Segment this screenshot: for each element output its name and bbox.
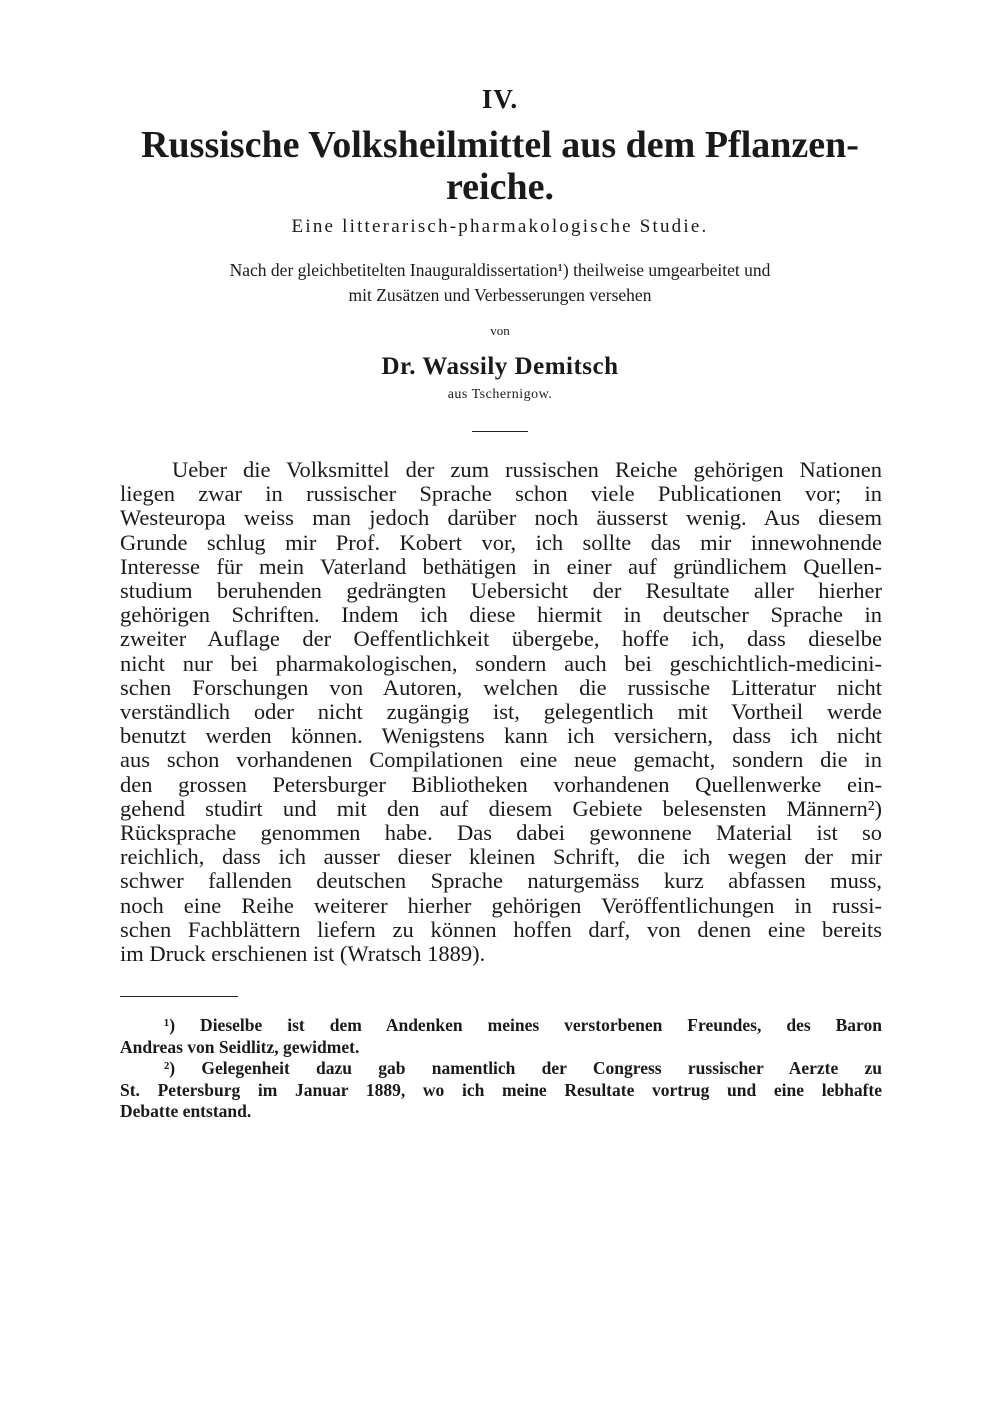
footnote-line: ²) Gelegenheit dazu gab namentlich der Congress russischer Aerzte zu — [164, 1058, 882, 1078]
body-line: studium beruhenden gedrängten Uebersicht der Resultate aller hierher — [120, 578, 882, 604]
body-line: schwer fallenden deutschen Sprache naturgemäss kurz abfassen muss, — [120, 868, 882, 894]
dissertation-note-line: mit Zusätzen und Verbesserungen versehen — [348, 285, 652, 305]
body-line: gehend studirt und mit den auf diesem Gebiete belesensten Männern²) — [120, 795, 882, 821]
footnote-line: ¹) Dieselbe ist dem Andenken meines verstorbenen Freundes, des Baron — [164, 1015, 882, 1035]
body-line: gehörigen Schriften. Indem ich diese hiermit in deutscher Sprache in — [120, 602, 882, 628]
body-line: reichlich, dass ich ausser dieser kleinen Schrift, die ich wegen der mir — [120, 844, 882, 870]
dissertation-note-line: Nach der gleichbetitelten Inauguraldissertation¹) theilweise umgearbeitet und — [229, 260, 771, 280]
dissertation-note — [120, 258, 880, 308]
body-paragraph — [120, 458, 882, 966]
body-line: Rücksprache genommen habe. Das dabei gewonnene Material ist so — [120, 820, 882, 846]
body-line: noch eine Reihe weiterer hierher gehörigen Veröffentlichungen in russi- — [120, 892, 882, 918]
footnotes — [120, 1015, 882, 1123]
footnote-line: Andreas von Seidlitz, gewidmet. — [120, 1036, 360, 1057]
article-subtitle: Eine litterarisch-pharmakologische Studie. — [291, 216, 709, 237]
body-line: verständlich oder nicht zugängig ist, gelegentlich mit Vortheil werde — [120, 699, 882, 725]
body-line: benutzt werden können. Wenigstens kann ich versichern, dass ich nicht — [120, 723, 882, 749]
body-line: nicht nur bei pharmakologischen, sondern auch bei geschichtlich-medicini- — [120, 650, 882, 676]
section-divider — [472, 431, 528, 432]
body-line: im Druck erschienen ist (Wratsch 1889). — [120, 941, 486, 967]
by-word: von — [490, 323, 510, 338]
author-name: Dr. Wassily Demitsch — [381, 353, 619, 380]
body-line: Interesse für mein Vaterland bethätigen in einer auf gründlichem Quellen- — [120, 553, 882, 579]
body-line: aus schon vorhandenen Compilationen eine neue gemacht, sondern die in — [120, 747, 882, 773]
article-title-text: Russische Volksheilmittel aus dem Pflanzen-reiche. — [141, 124, 859, 208]
body-line: Ueber die Volksmittel der zum russischen Reiche gehörigen Nationen — [172, 457, 882, 482]
chapter-number: IV. — [481, 84, 519, 114]
author-origin: aus Tschernigow. — [447, 387, 553, 402]
article-title — [110, 124, 890, 208]
footnote-line: St. Petersburg im Januar 1889, wo ich meine Resultate vortrug und eine lebhafte — [120, 1079, 882, 1100]
body-line: schen Forschungen von Autoren, welchen die russische Litteratur nicht — [120, 674, 882, 700]
body-line: Westeuropa weiss man jedoch darüber noch äusserst wenig. Aus diesem — [120, 505, 882, 531]
footnote-divider — [120, 996, 238, 997]
body-line: Grunde schlug mir Prof. Kobert vor, ich sollte das mir innewohnende — [120, 529, 882, 555]
body-line: liegen zwar in russischer Sprache schon viele Publicationen vor; in — [120, 481, 882, 507]
footnote-line: Debatte entstand. — [120, 1101, 252, 1121]
body-line: schen Fachblättern liefern zu können hoffen darf, von denen eine bereits — [120, 916, 882, 942]
body-line: zweiter Auflage der Oeffentlichkeit übergebe, hoffe ich, dass dieselbe — [120, 626, 882, 652]
body-line: den grossen Petersburger Bibliotheken vorhandenen Quellenwerke ein- — [120, 771, 882, 797]
